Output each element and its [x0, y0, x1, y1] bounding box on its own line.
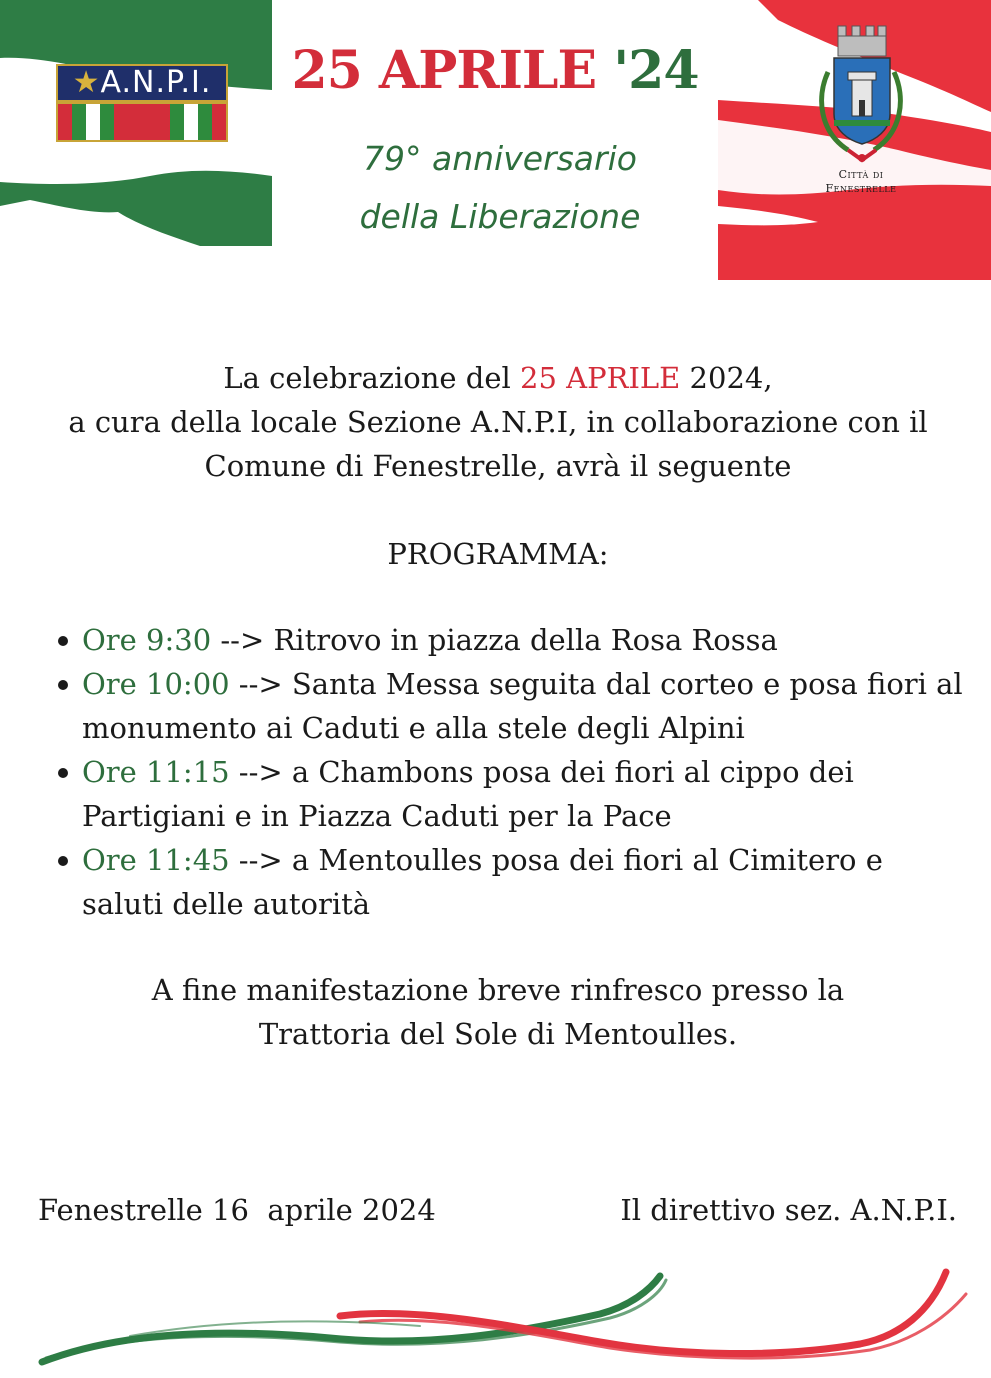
anpi-logo-tricolor: [56, 102, 228, 142]
program-text: --> a Mentoulles posa dei fiori al Cimitero e saluti delle autorità: [82, 843, 883, 921]
tricolor-wave-decoration: [0, 1262, 991, 1378]
program-time: Ore 11:45: [82, 843, 230, 877]
program-item: [82, 750, 972, 838]
crest-caption: [806, 168, 916, 196]
program-item: [82, 618, 972, 662]
program-heading: PROGRAMMA:: [387, 537, 609, 571]
intro-line-2: a cura della locale Sezione A.N.P.I, in collaborazione con il: [68, 405, 928, 439]
page-subtitle: [272, 130, 728, 246]
intro-paragraph: [20, 356, 976, 488]
intro-text-part2: 2024,: [680, 361, 773, 395]
closing-line-1: A fine manifestazione breve rinfresco presso la: [151, 973, 845, 1007]
program-item: [82, 838, 972, 926]
subtitle-line-1: 79° anniversario: [363, 139, 637, 178]
crest-caption-line-1: Città di: [838, 168, 884, 181]
program-time: Ore 9:30: [82, 623, 212, 657]
intro-highlight-date: 25 APRILE: [520, 361, 681, 395]
intro-text-part1: La celebrazione del: [223, 361, 521, 395]
page-title: [272, 36, 718, 106]
program-time: Ore 10:00: [82, 667, 230, 701]
program-item: [82, 662, 972, 750]
star-icon: ★: [72, 65, 101, 100]
title-year: '24: [613, 40, 699, 101]
footer-signature: Il direttivo sez. A.N.P.I.: [620, 1193, 957, 1227]
program-time: Ore 11:15: [82, 755, 230, 789]
crest-caption-line-2: Fenestrelle: [825, 182, 897, 195]
program-text: --> a Chambons posa dei fiori al cippo dei Partigiani e in Piazza Caduti per la Pace: [82, 755, 854, 833]
footer-place-date: Fenestrelle 16 aprile 2024: [38, 1193, 436, 1227]
program-text: --> Santa Messa seguita dal corteo e posa fiori al monumento ai Caduti e alla stele degli Alpini: [82, 667, 963, 745]
subtitle-line-2: della Liberazione: [359, 197, 641, 236]
anpi-logo: [56, 64, 228, 142]
title-date: 25 APRILE: [291, 40, 597, 101]
program-list: [82, 618, 972, 926]
closing-line-2: Trattoria del Sole di Mentoulles.: [258, 1017, 738, 1051]
anpi-logo-text: A.N.P.I.: [100, 65, 212, 100]
anpi-logo-banner: [56, 64, 228, 102]
intro-line-1: [20, 356, 976, 400]
intro-line-3: Comune di Fenestrelle, avrà il seguente: [204, 449, 792, 483]
program-text: --> Ritrovo in piazza della Rosa Rossa: [211, 623, 778, 657]
closing-paragraph: [20, 968, 976, 1056]
